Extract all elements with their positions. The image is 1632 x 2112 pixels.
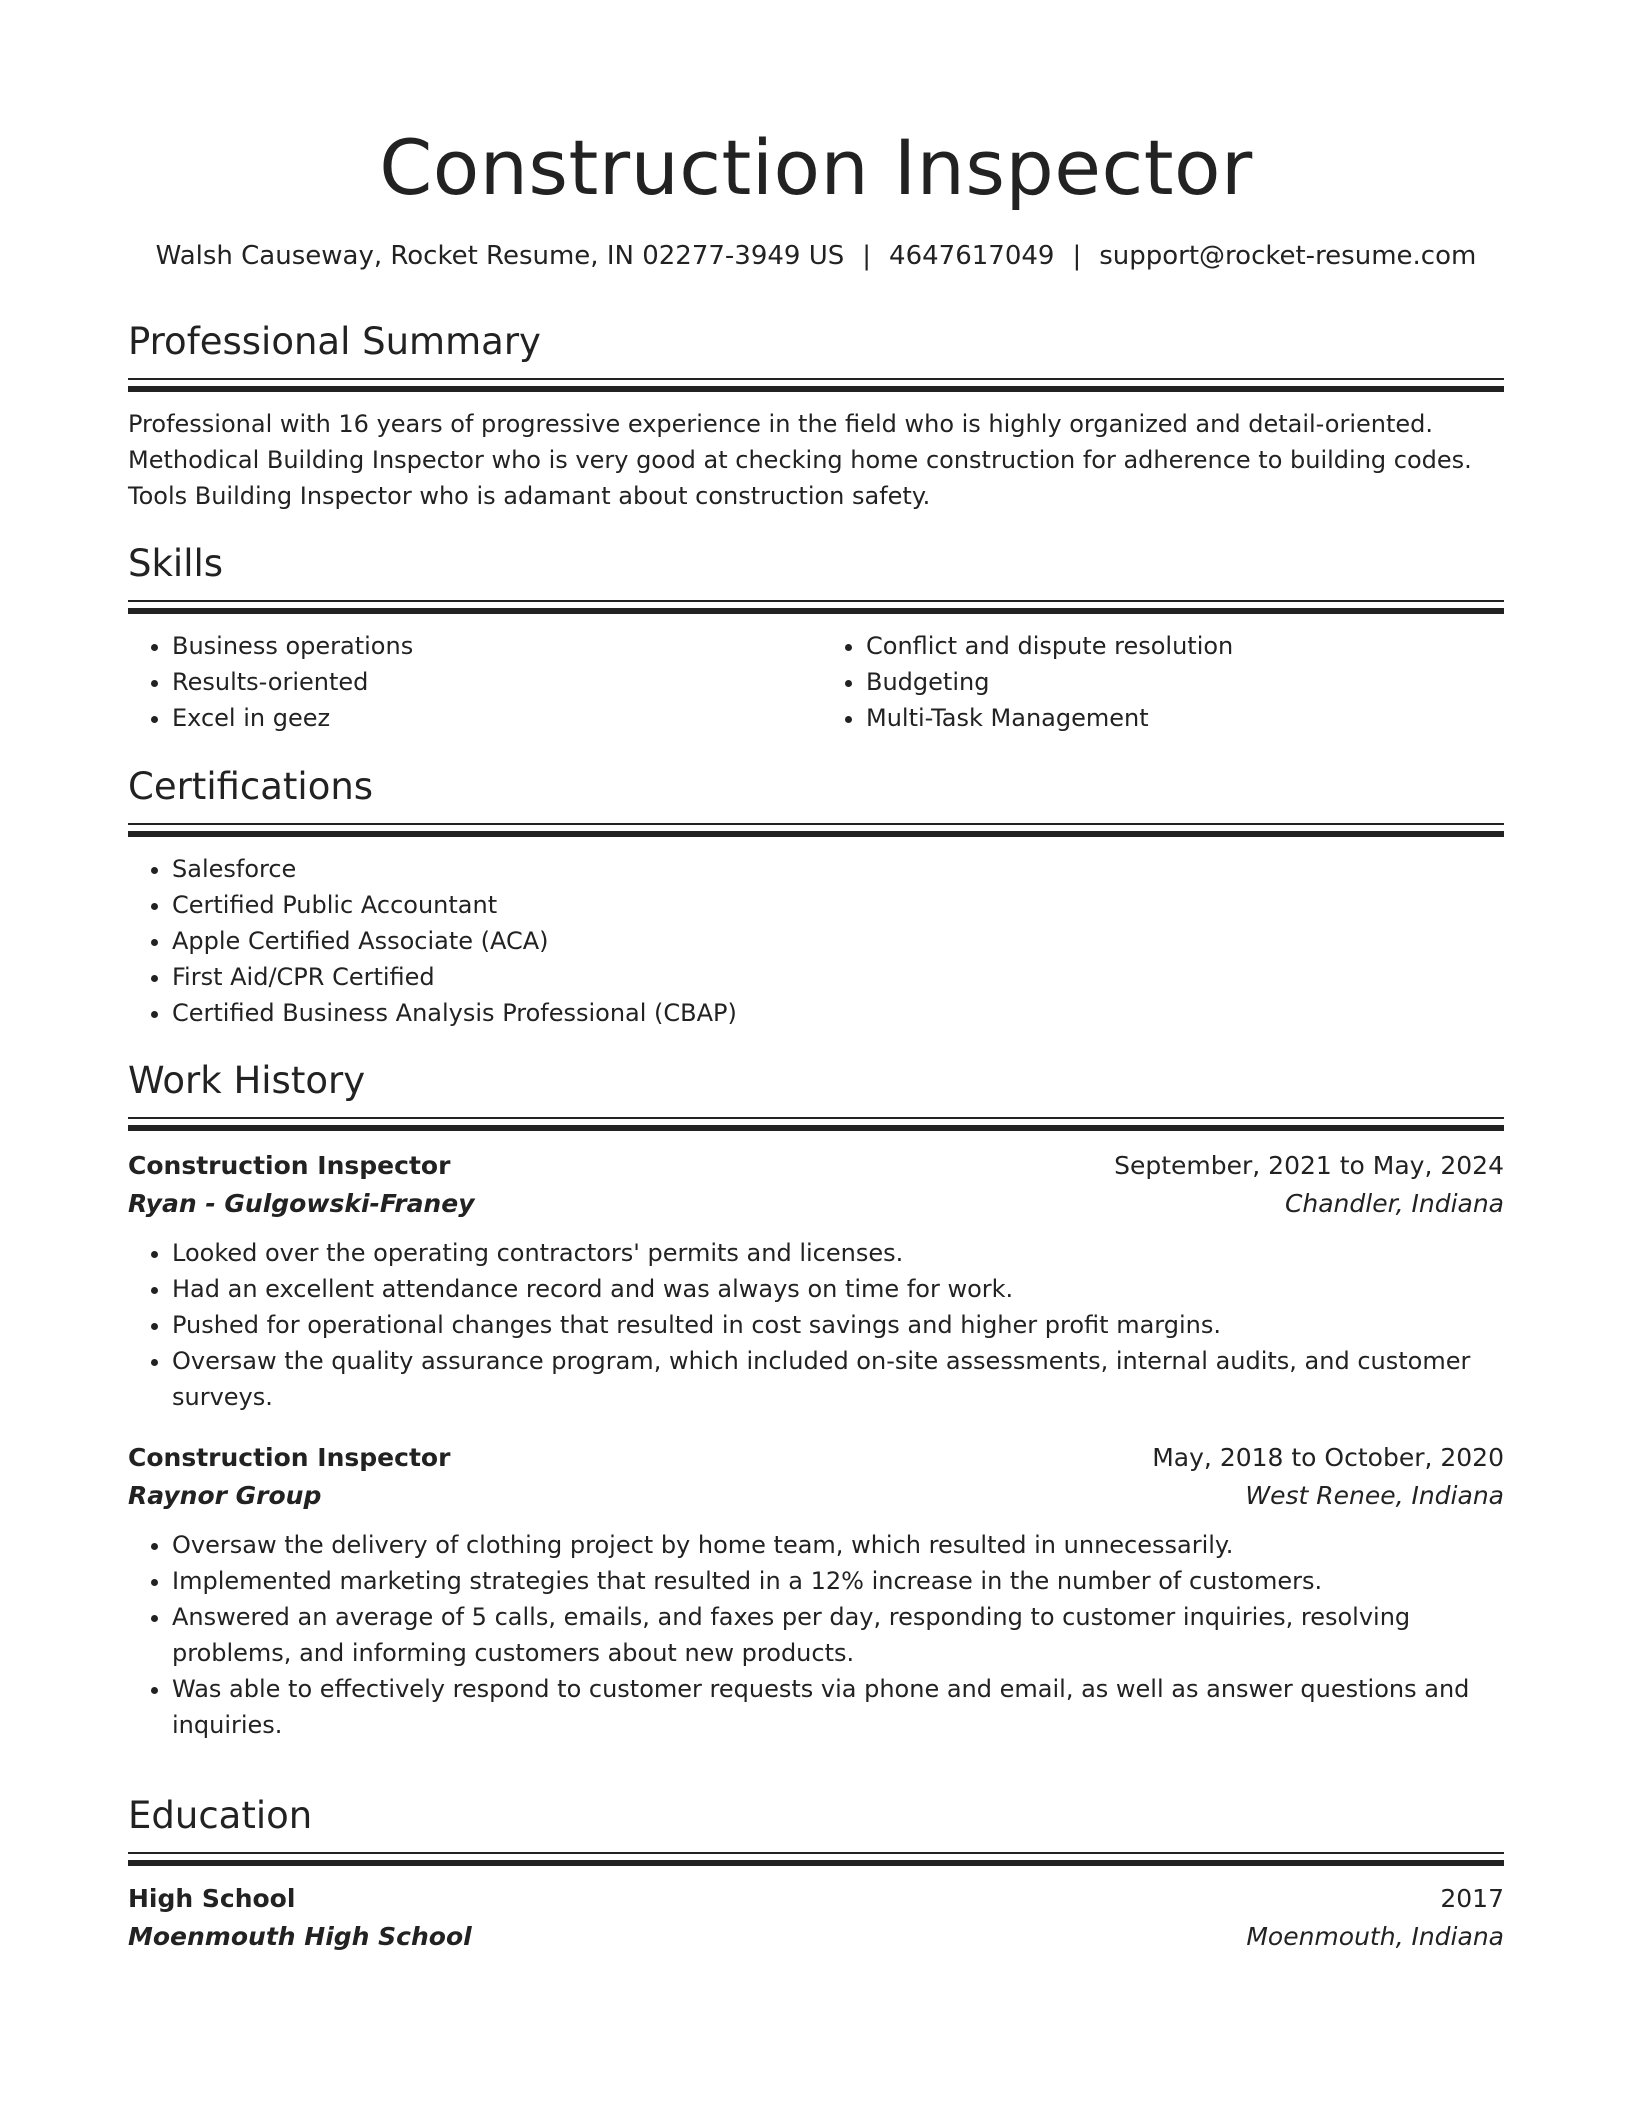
education-header-row xyxy=(128,1880,1504,1918)
education-section xyxy=(128,1792,1504,1956)
certification-item: • First Aid/CPR Certified xyxy=(172,959,1504,995)
section-divider xyxy=(128,1852,1504,1854)
job-title: Construction Inspector xyxy=(128,1443,451,1472)
skill-item: • Business operations xyxy=(172,628,816,664)
job-entry xyxy=(128,1439,1504,1743)
resume-title: Construction Inspector xyxy=(379,123,1253,212)
section-divider-thick xyxy=(128,386,1504,392)
job-header-row xyxy=(128,1439,1504,1477)
job-company: Raynor Group xyxy=(128,1481,322,1510)
job-bullet: • Oversaw the quality assurance program, which included on-site assessments, internal audits, and customer surveys. xyxy=(172,1343,1504,1415)
skill-item: • Results-oriented xyxy=(172,664,816,700)
skills-list-right xyxy=(816,628,1504,736)
certifications-list xyxy=(128,851,1504,1031)
skill-item: • Excel in geez xyxy=(172,700,816,736)
certification-item: • Salesforce xyxy=(172,851,1504,887)
contact-phone: 4647617049 xyxy=(889,241,1055,271)
job-location: Chandler, Indiana xyxy=(1284,1189,1504,1218)
job-bullet: • Answered an average of 5 calls, emails, and faxes per day, responding to customer inquiries, resolving problems, and informing customers about new products. xyxy=(172,1599,1504,1671)
section-divider xyxy=(128,378,1504,380)
skills-list-left xyxy=(128,628,816,736)
section-divider-thick xyxy=(128,608,1504,614)
job-bullet: • Pushed for operational changes that resulted in cost savings and higher profit margins. xyxy=(172,1307,1504,1343)
section-divider xyxy=(128,600,1504,602)
section-divider-thick xyxy=(128,1860,1504,1866)
certifications-section xyxy=(128,763,1504,1031)
certification-item: • Apple Certified Associate (ACA) xyxy=(172,923,1504,959)
job-bullet: • Had an excellent attendance record and was always on time for work. xyxy=(172,1271,1504,1307)
summary-text: Professional with 16 years of progressive experience in the field who is highly organized and detail-oriented. Methodical Building Inspector who is very good at checking home construction for adherence to building codes. Tools Building Inspector who is adamant about construction safety. xyxy=(128,410,1472,510)
contact-separator: | xyxy=(1072,241,1082,271)
summary-section xyxy=(128,318,1504,514)
section-divider xyxy=(128,823,1504,825)
certification-item: • Certified Business Analysis Professional (CBAP) xyxy=(172,995,1504,1031)
education-school: Moenmouth High School xyxy=(128,1922,472,1951)
job-bullet: • Looked over the operating contractors' permits and licenses. xyxy=(172,1235,1504,1271)
skill-item: • Budgeting xyxy=(866,664,1504,700)
job-dates: September, 2021 to May, 2024 xyxy=(1114,1151,1504,1180)
skill-item: • Multi-Task Management xyxy=(866,700,1504,736)
education-heading: Education xyxy=(128,1794,313,1837)
job-bullet: • Implemented marketing strategies that resulted in a 12% increase in the number of customers. xyxy=(172,1563,1504,1599)
section-divider-thick xyxy=(128,831,1504,837)
contact-address: Walsh Causeway, Rocket Resume, IN 02277-3949 US xyxy=(155,241,845,271)
education-entry xyxy=(128,1880,1504,1956)
skills-columns xyxy=(128,628,1504,736)
contact-line xyxy=(128,238,1504,274)
work-history-section xyxy=(128,1057,1504,1743)
education-location: Moenmouth, Indiana xyxy=(1246,1922,1504,1951)
section-divider-thick xyxy=(128,1125,1504,1131)
contact-email: support@rocket-resume.com xyxy=(1099,241,1477,271)
skill-item: • Conflict and dispute resolution xyxy=(866,628,1504,664)
job-bullets xyxy=(128,1235,1504,1415)
certifications-heading: Certifications xyxy=(128,765,374,808)
job-company: Ryan - Gulgowski-Franey xyxy=(128,1189,475,1218)
job-company-row xyxy=(128,1477,1504,1515)
job-title: Construction Inspector xyxy=(128,1151,451,1180)
section-divider xyxy=(128,1117,1504,1119)
job-entry xyxy=(128,1147,1504,1415)
job-company-row xyxy=(128,1185,1504,1223)
certification-item: • Certified Public Accountant xyxy=(172,887,1504,923)
education-school-row xyxy=(128,1918,1504,1956)
job-bullet: • Oversaw the delivery of clothing project by home team, which resulted in unnecessarily. xyxy=(172,1527,1504,1563)
job-dates: May, 2018 to October, 2020 xyxy=(1152,1443,1504,1472)
work-history-heading: Work History xyxy=(128,1059,366,1102)
summary-heading: Professional Summary xyxy=(128,320,541,363)
education-year: 2017 xyxy=(1440,1884,1504,1913)
contact-separator: | xyxy=(862,241,872,271)
job-location: West Renee, Indiana xyxy=(1245,1481,1504,1510)
skills-section xyxy=(128,540,1504,736)
education-degree: High School xyxy=(128,1884,296,1913)
skills-heading: Skills xyxy=(128,542,224,585)
job-bullet: • Was able to effectively respond to customer requests via phone and email, as well as answer questions and inquiries. xyxy=(172,1671,1504,1743)
job-header-row xyxy=(128,1147,1504,1185)
job-bullets xyxy=(128,1527,1504,1743)
